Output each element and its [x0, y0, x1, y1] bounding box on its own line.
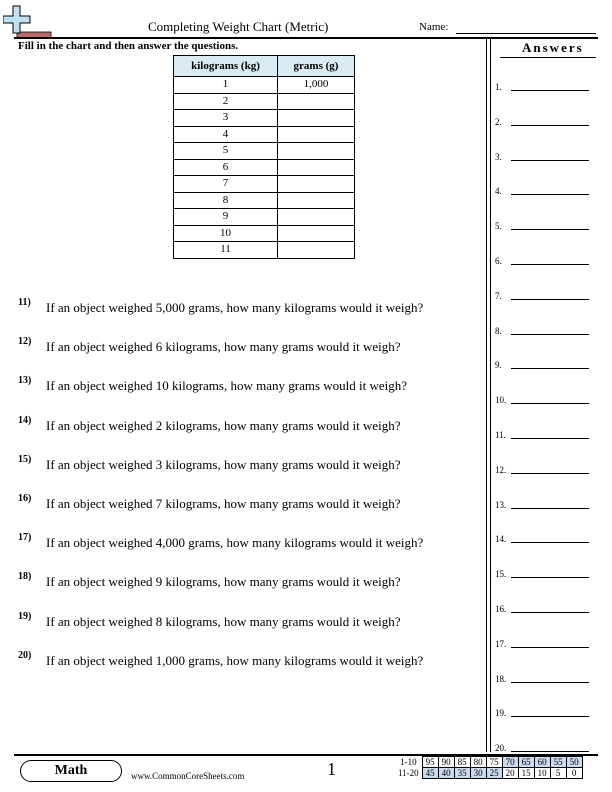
answer-item — [495, 289, 595, 303]
answer-blank-line[interactable] — [511, 473, 589, 474]
answer-item — [495, 150, 595, 164]
score-cell: 65 — [518, 757, 534, 768]
chart-cell-kilograms: 10 — [174, 225, 278, 242]
chart-cell-kilograms: 1 — [174, 77, 278, 94]
answer-blank-line[interactable] — [511, 90, 589, 91]
name-field-line[interactable] — [456, 33, 596, 34]
chart-row — [174, 159, 355, 176]
worksheet-title: Completing Weight Chart (Metric) — [148, 19, 329, 34]
score-cell: 35 — [454, 768, 470, 779]
chart-row — [174, 176, 355, 193]
answer-blank-line[interactable] — [511, 438, 589, 439]
answer-blank-line[interactable] — [511, 160, 589, 161]
question-number: 11) — [18, 297, 31, 308]
score-cell: 15 — [518, 768, 534, 779]
answer-number: 11. — [495, 430, 506, 440]
answers-heading-underline — [500, 57, 596, 58]
question-number: 15) — [18, 453, 32, 465]
answer-item — [495, 498, 595, 512]
chart-row — [174, 110, 355, 127]
answer-number: 7. — [495, 290, 502, 301]
chart-row — [174, 126, 355, 143]
chart-cell-kilograms: 3 — [174, 110, 278, 127]
score-cell: 75 — [486, 757, 502, 768]
score-cell: 50 — [566, 757, 582, 768]
score-cell: 45 — [422, 768, 438, 779]
chart-cell-kilograms: 6 — [174, 159, 278, 176]
score-cell: 95 — [422, 757, 438, 768]
answer-number: 20. — [495, 743, 507, 754]
answer-item — [495, 393, 595, 407]
score-cell: 80 — [470, 757, 486, 768]
chart-cell-grams[interactable] — [278, 143, 355, 160]
score-cell: 70 — [502, 757, 518, 768]
question-number: 12) — [18, 336, 32, 348]
score-row-label: 1-10 — [400, 757, 417, 767]
answer-number: 18. — [495, 673, 507, 684]
answer-number: 12. — [495, 464, 507, 475]
answer-blank-line[interactable] — [511, 508, 589, 509]
question-text: If an object weighed 2 kilograms, how many grams would it weigh? — [46, 417, 401, 433]
score-row-label: 11-20 — [398, 768, 419, 778]
answer-item — [495, 184, 595, 198]
answer-item — [495, 532, 595, 546]
question-text: If an object weighed 3 kilograms, how many grams would it weigh? — [46, 456, 401, 472]
answer-item — [495, 324, 595, 338]
answer-item — [495, 80, 595, 94]
question-number: 13) — [18, 375, 32, 387]
column-header-kilograms: kilograms (kg) — [174, 56, 278, 77]
chart-row — [174, 93, 355, 110]
answer-blank-line[interactable] — [511, 577, 589, 578]
chart-row — [174, 225, 355, 242]
answer-blank-line[interactable] — [511, 229, 589, 230]
score-cell: 90 — [438, 757, 454, 768]
question-number: 19) — [18, 610, 32, 622]
answer-blank-line[interactable] — [511, 368, 589, 369]
chart-cell-kilograms: 5 — [174, 143, 278, 160]
answer-number: 14. — [495, 534, 507, 545]
question-text: If an object weighed 4,000 grams, how many kilograms would it weigh? — [46, 535, 424, 551]
answer-item — [495, 254, 595, 268]
score-cell: 30 — [470, 768, 486, 779]
question-number: 20) — [18, 649, 32, 661]
score-table — [396, 756, 583, 779]
chart-cell-grams[interactable] — [278, 209, 355, 226]
answer-blank-line[interactable] — [511, 647, 589, 648]
answer-item — [495, 358, 595, 372]
answer-blank-line[interactable] — [511, 299, 589, 300]
chart-cell-grams[interactable] — [278, 242, 355, 259]
answer-number: 3. — [495, 151, 502, 162]
answer-blank-line[interactable] — [511, 716, 589, 717]
chart-cell-grams[interactable] — [278, 176, 355, 193]
answer-item — [495, 706, 595, 720]
score-cell: 40 — [438, 768, 454, 779]
answer-item — [495, 463, 595, 477]
answer-number: 15. — [495, 569, 507, 580]
score-row — [396, 757, 582, 768]
chart-row — [174, 242, 355, 259]
question-text: If an object weighed 7 kilograms, how many grams would it weigh? — [46, 496, 401, 511]
question-number: 17) — [18, 532, 32, 544]
score-cell: 85 — [454, 757, 470, 768]
answer-number: 4. — [495, 186, 502, 197]
chart-cell-grams[interactable] — [278, 159, 355, 176]
chart-cell-grams[interactable] — [278, 225, 355, 242]
answer-number: 5. — [495, 221, 502, 232]
answer-number: 16. — [495, 604, 507, 614]
answer-number: 13. — [495, 499, 507, 510]
chart-cell-grams[interactable] — [278, 126, 355, 143]
score-cell: 20 — [502, 768, 518, 779]
website-text: www.CommonCoreSheets.com — [131, 771, 245, 781]
answer-number: 2. — [495, 116, 502, 127]
answer-item — [495, 637, 595, 651]
answer-number: 6. — [495, 256, 502, 266]
answer-blank-line[interactable] — [511, 334, 589, 335]
chart-row — [174, 192, 355, 209]
answers-heading: Answers — [522, 40, 584, 55]
column-header-grams: grams (g) — [278, 56, 355, 77]
answer-blank-line[interactable] — [511, 751, 589, 752]
chart-cell-kilograms: 9 — [174, 209, 278, 226]
chart-cell-kilograms: 2 — [174, 93, 278, 110]
answer-item — [495, 115, 595, 129]
answer-number: 17. — [495, 638, 507, 649]
answer-blank-line[interactable] — [511, 264, 589, 265]
chart-row — [174, 143, 355, 160]
answer-item — [495, 567, 595, 581]
score-cell: 55 — [550, 757, 566, 768]
name-label: Name: — [419, 21, 449, 33]
header-divider — [14, 37, 598, 39]
question-text: If an object weighed 8 kilograms, how many grams would it weigh? — [46, 613, 401, 629]
chart-cell-grams[interactable] — [278, 110, 355, 127]
question-text: If an object weighed 5,000 grams, how many kilograms would it weigh? — [46, 300, 424, 315]
chart-header-row — [174, 56, 355, 77]
answer-item — [495, 428, 595, 442]
question-text: If an object weighed 6 kilograms, how many grams would it weigh? — [46, 339, 401, 355]
weight-conversion-chart — [173, 55, 355, 259]
answer-number: 10. — [495, 395, 507, 406]
score-cell: 10 — [534, 768, 550, 779]
page-number: 1 — [327, 759, 336, 779]
plus-logo-icon — [3, 4, 55, 38]
instructions-text: Fill in the chart and then answer the questions. — [18, 40, 239, 52]
answer-blank-line[interactable] — [511, 194, 589, 195]
answer-item — [495, 602, 595, 616]
answer-number: 9. — [495, 360, 502, 371]
answer-blank-line[interactable] — [511, 682, 589, 683]
question-number: 14) — [18, 414, 32, 426]
answer-blank-line[interactable] — [511, 403, 589, 404]
answer-number: 8. — [495, 325, 502, 336]
answer-blank-line[interactable] — [511, 125, 589, 126]
answer-number: 19. — [495, 708, 507, 719]
chart-cell-kilograms: 8 — [174, 192, 278, 209]
chart-row — [174, 77, 355, 94]
chart-cell-kilograms: 11 — [174, 242, 278, 259]
chart-cell-grams[interactable] — [278, 93, 355, 110]
chart-row — [174, 209, 355, 226]
answer-blank-line[interactable] — [511, 542, 589, 543]
chart-cell-grams: 1,000 — [278, 77, 355, 94]
question-text: If an object weighed 10 kilograms, how many grams would it weigh? — [46, 378, 408, 394]
question-number: 18) — [18, 571, 32, 583]
score-row — [396, 768, 582, 779]
score-cell: 60 — [534, 757, 550, 768]
column-divider — [486, 37, 487, 752]
score-cell: 0 — [566, 768, 582, 779]
chart-cell-kilograms: 4 — [174, 126, 278, 143]
answer-item — [495, 672, 595, 686]
question-text: If an object weighed 1,000 grams, how many kilograms would it weigh? — [46, 652, 424, 668]
answer-blank-line[interactable] — [511, 612, 589, 613]
score-cell: 5 — [550, 768, 566, 779]
score-cell: 25 — [486, 768, 502, 779]
chart-cell-kilograms: 7 — [174, 176, 278, 193]
chart-cell-grams[interactable] — [278, 192, 355, 209]
subject-badge: Math — [20, 760, 122, 782]
answer-number: 1. — [495, 82, 502, 92]
question-text: If an object weighed 9 kilograms, how many grams would it weigh? — [46, 574, 401, 590]
answer-item — [495, 219, 595, 233]
column-divider — [490, 37, 491, 752]
question-number: 16) — [18, 493, 32, 504]
